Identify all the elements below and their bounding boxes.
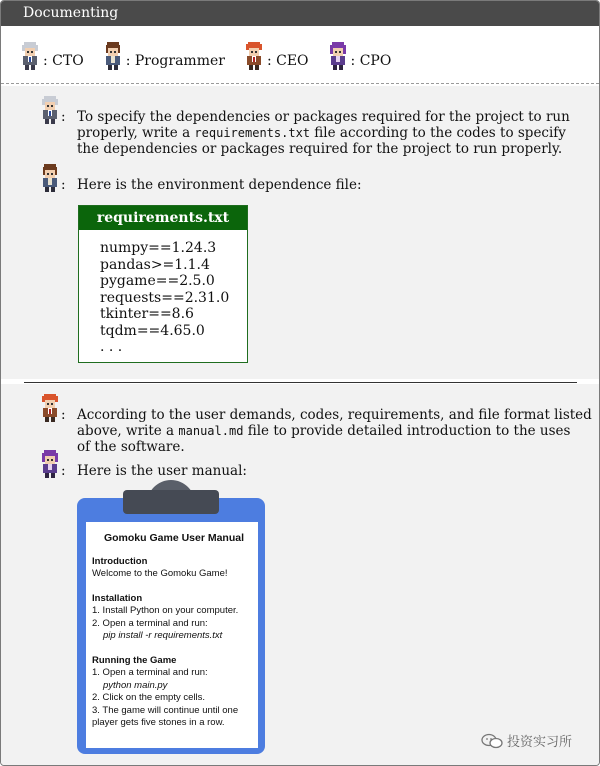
role-ceo-label: : CEO bbox=[266, 53, 309, 69]
line: According to the user demands, codes, requirements, and file format listed bbox=[77, 407, 592, 423]
manual-installation bbox=[92, 593, 256, 643]
manual-heading: Installation bbox=[92, 592, 143, 604]
role-cto-label: : CTO bbox=[43, 53, 84, 69]
section-divider bbox=[24, 382, 577, 383]
window-title: Documenting bbox=[1, 1, 599, 26]
role-cpo-label: : CPO bbox=[350, 53, 392, 69]
cpo-avatar-icon bbox=[327, 41, 349, 71]
line bbox=[77, 125, 570, 141]
line: of the software. bbox=[77, 439, 185, 455]
line: To specify the dependencies or packages required for the project to run bbox=[77, 109, 570, 125]
requirement-line: . . . bbox=[100, 339, 123, 355]
requirement-line: pandas>=1.1.4 bbox=[100, 256, 210, 273]
requirements-file-box bbox=[78, 205, 248, 363]
dashed-separator bbox=[1, 83, 599, 84]
requirements-list bbox=[79, 230, 247, 356]
manual-heading: Introduction bbox=[92, 555, 148, 567]
user-manual-clipboard bbox=[77, 498, 265, 754]
manual-text: 3. The game will continue until one bbox=[92, 704, 239, 716]
text-run: file to provide detailed introduction to the uses bbox=[243, 423, 571, 439]
requirement-line: numpy==1.24.3 bbox=[100, 240, 217, 256]
manual-text: 2. Click on the empty cells. bbox=[92, 692, 205, 703]
manual-text: Welcome to the Gomoku Game! bbox=[92, 568, 228, 579]
cto-avatar-icon bbox=[19, 41, 41, 71]
programmer-avatar-icon bbox=[39, 163, 61, 193]
colon: : bbox=[61, 407, 66, 423]
user-manual-content bbox=[92, 532, 256, 730]
user-manual-paper bbox=[86, 522, 258, 748]
roles-legend bbox=[19, 39, 409, 73]
manual-text: 2. Open a terminal and run: bbox=[92, 617, 208, 629]
watermark bbox=[481, 731, 572, 750]
filename-code: manual.md bbox=[178, 424, 244, 438]
manual-command: pip install -r requirements.txt bbox=[103, 630, 223, 641]
cpo-message-text: Here is the user manual: bbox=[77, 463, 247, 479]
manual-running bbox=[92, 655, 256, 730]
requirements-file-title: requirements.txt bbox=[79, 206, 247, 230]
cto-avatar-icon bbox=[39, 95, 61, 125]
line: the dependencies or packages required for the project to run properly. bbox=[77, 141, 563, 157]
cpo-message bbox=[39, 449, 247, 479]
ceo-avatar-icon bbox=[39, 393, 61, 423]
manual-text: 1. Install Python on your computer. bbox=[92, 605, 239, 616]
programmer-avatar-icon bbox=[102, 41, 124, 71]
requirement-line: requests==2.31.0 bbox=[100, 289, 230, 306]
manual-text: player gets five stones in a row. bbox=[92, 717, 225, 728]
cto-message bbox=[39, 95, 570, 157]
manual-text: 1. Open a terminal and run: bbox=[92, 667, 208, 678]
line bbox=[77, 423, 592, 439]
role-programmer-label: : Programmer bbox=[125, 53, 225, 69]
ceo-avatar-icon bbox=[243, 41, 265, 71]
cto-message-text bbox=[77, 109, 570, 157]
role-cto bbox=[19, 41, 84, 71]
manual-title: Gomoku Game User Manual bbox=[103, 532, 245, 544]
text-run: above, write a bbox=[77, 423, 179, 439]
colon: : bbox=[61, 463, 66, 479]
text-run: properly, write a bbox=[77, 125, 195, 141]
role-programmer bbox=[102, 41, 225, 71]
manual-heading: Running the Game bbox=[92, 654, 177, 666]
programmer-message bbox=[39, 163, 362, 193]
role-cpo bbox=[327, 41, 392, 71]
colon: : bbox=[61, 109, 66, 125]
wechat-icon bbox=[481, 733, 503, 749]
watermark-text: 投资实习所 bbox=[507, 735, 573, 750]
ceo-message-text bbox=[77, 407, 592, 455]
ceo-message bbox=[39, 393, 592, 455]
filename-code: requirements.txt bbox=[194, 126, 311, 140]
colon: : bbox=[61, 177, 66, 193]
requirement-line: tkinter==8.6 bbox=[100, 306, 194, 322]
text-run: file according to the codes to specify bbox=[310, 125, 566, 141]
clipboard-clip-icon bbox=[123, 480, 219, 514]
role-ceo bbox=[243, 41, 309, 71]
cpo-avatar-icon bbox=[39, 449, 61, 479]
requirement-line: tqdm==4.65.0 bbox=[100, 322, 205, 339]
manual-introduction bbox=[92, 556, 256, 581]
programmer-message-text: Here is the environment dependence file: bbox=[77, 177, 362, 193]
requirement-line: pygame==2.5.0 bbox=[100, 273, 215, 289]
manual-command: python main.py bbox=[103, 679, 168, 691]
